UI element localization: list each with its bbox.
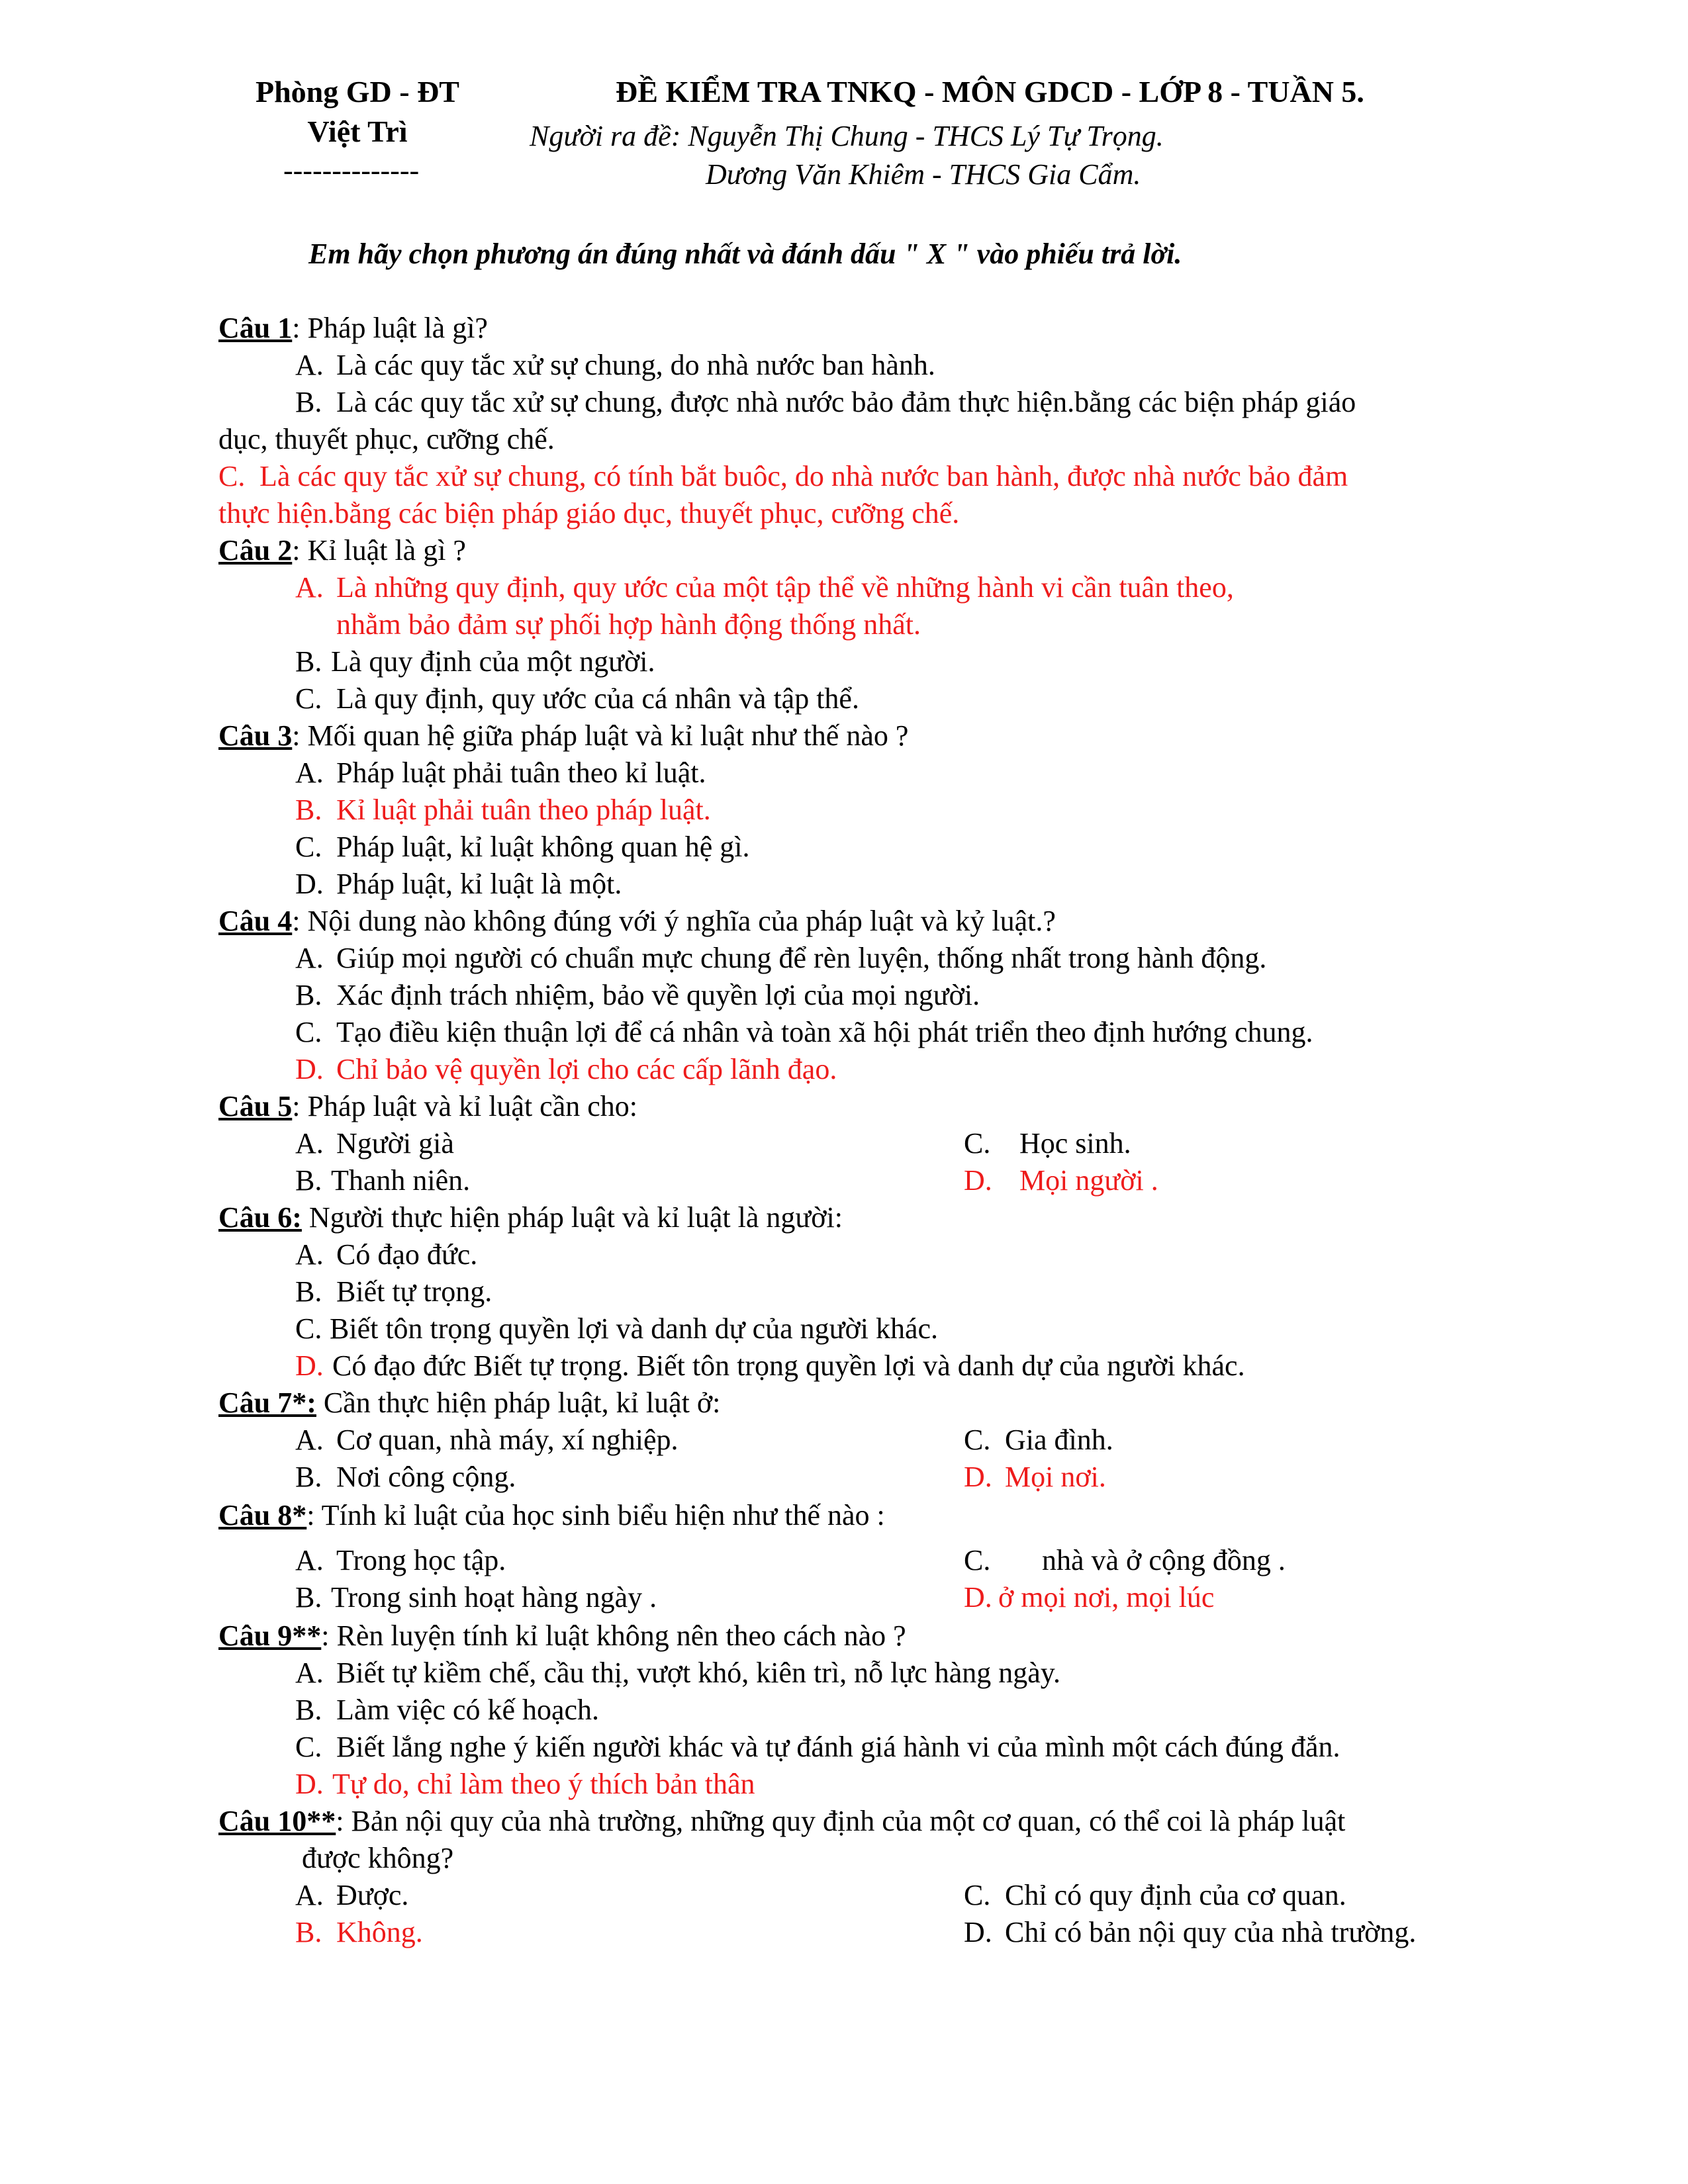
author-line-1: Người ra đề: Nguyễn Thị Chung - THCS Lý Tự Trọng. xyxy=(530,120,1164,152)
question-label: Câu 1 xyxy=(218,312,293,344)
q1-option-c-cont: thực hiện.bằng các biện pháp giáo dục, thuyết phục, cưỡng chế. xyxy=(218,497,960,529)
q7-option-b: B. Nơi công cộng. xyxy=(295,1461,516,1493)
q7-option-a: A. Cơ quan, nhà máy, xí nghiệp. xyxy=(295,1424,679,1456)
department-divider: -------------- xyxy=(283,154,420,187)
q4-option-a: A. Giúp mọi người có chuẩn mực chung để rèn luyện, thống nhất trong hành động. xyxy=(295,942,1267,974)
q4-option-c: C. Tạo điều kiện thuận lợi để cá nhân và toàn xã hội phát triển theo định hướng chung. xyxy=(295,1016,1313,1048)
q7-option-d-answer: D. Mọi nơi. xyxy=(964,1461,1106,1493)
q9-option-c: C. Biết lắng nghe ý kiến người khác và tự đánh giá hành vi của mình một cách đúng đắn. xyxy=(295,1731,1340,1763)
q3-option-a: A. Pháp luật phải tuân theo kỉ luật. xyxy=(295,756,706,789)
q6-option-a: A. Có đạo đức. xyxy=(295,1238,478,1271)
question-text: : Bản nội quy của nhà trường, những quy định của một cơ quan, có thể coi là pháp luật xyxy=(336,1805,1346,1837)
exam-title: ĐỀ KIỂM TRA TNKQ - MÔN GDCD - LỚP 8 - TUẦN 5. xyxy=(616,75,1364,109)
q2-option-c: C. Là quy định, quy ước của cá nhân và tập thể. xyxy=(295,682,859,715)
department-city: Việt Trì xyxy=(307,114,408,148)
q6-option-c: C. Biết tôn trọng quyền lợi và danh dự của người khác. xyxy=(295,1312,939,1345)
question-text: : Kỉ luật là gì ? xyxy=(292,534,466,567)
q8-option-c: C. nhà và ở cộng đồng . xyxy=(964,1544,1286,1576)
q9-option-a: A. Biết tự kiềm chế, cầu thị, vượt khó, kiên trì, nỗ lực hàng ngày. xyxy=(295,1657,1060,1689)
question-label: Câu 8* xyxy=(218,1499,307,1531)
q3-option-b-answer: B. Kỉ luật phải tuân theo pháp luật. xyxy=(295,794,711,826)
q10-option-c: C. Chỉ có quy định của cơ quan. xyxy=(964,1879,1346,1911)
question-10 xyxy=(218,1807,1345,1836)
q1-option-b: B. Là các quy tắc xử sự chung, được nhà nước bảo đảm thực hiện.bằng các biện pháp giáo xyxy=(295,386,1356,418)
q5-option-b: B. Thanh niên. xyxy=(295,1164,471,1197)
question-8 xyxy=(218,1501,885,1530)
q1-option-c-answer: C. Là các quy tắc xử sự chung, có tính bắt buôc, do nhà nước ban hành, được nhà nước bảo đảm xyxy=(218,460,1348,492)
question-1 xyxy=(218,314,488,343)
question-10-cont: được không? xyxy=(302,1842,454,1874)
question-2 xyxy=(218,536,466,565)
q3-option-d: D. Pháp luật, kỉ luật là một. xyxy=(295,868,622,900)
q9-option-d-answer: D. Tự do, chỉ làm theo ý thích bản thân xyxy=(295,1768,755,1800)
question-label: Câu 4 xyxy=(218,905,293,937)
q4-option-d-answer: D. Chỉ bảo vệ quyền lợi cho các cấp lãnh đạo. xyxy=(295,1053,837,1085)
q6-option-b: B. Biết tự trọng. xyxy=(295,1275,492,1308)
question-text: : Rèn luyện tính kỉ luật không nên theo cách nào ? xyxy=(321,1619,906,1652)
question-label: Câu 9** xyxy=(218,1619,322,1652)
q1-option-a: A. Là các quy tắc xử sự chung, do nhà nước ban hành. xyxy=(295,349,935,381)
question-label: Câu 2 xyxy=(218,534,293,567)
q1-option-b-cont: dục, thuyết phục, cưỡng chế. xyxy=(218,423,555,455)
question-label: Câu 10** xyxy=(218,1805,336,1837)
q2-option-a-cont: nhằm bảo đảm sự phối hợp hành động thống nhất. xyxy=(336,608,921,641)
q3-option-c: C. Pháp luật, kỉ luật không quan hệ gì. xyxy=(295,831,750,863)
question-5 xyxy=(218,1092,637,1121)
q9-option-b: B. Làm việc có kế hoạch. xyxy=(295,1694,600,1726)
question-text: : Nội dung nào không đúng với ý nghĩa của pháp luật và kỷ luật.? xyxy=(292,905,1056,937)
q10-option-b-answer: B. Không. xyxy=(295,1916,423,1948)
q10-option-a: A. Được. xyxy=(295,1879,409,1911)
question-4 xyxy=(218,907,1056,936)
q5-option-d-answer: D. Mọi người . xyxy=(964,1164,1158,1197)
q5-option-c: C. Học sinh. xyxy=(964,1127,1131,1160)
question-9 xyxy=(218,1621,906,1651)
q10-option-d: D. Chỉ có bản nội quy của nhà trường. xyxy=(964,1916,1417,1948)
q8-option-b: B. Trong sinh hoạt hàng ngày . xyxy=(295,1581,657,1614)
question-text: Người thực hiện pháp luật và kỉ luật là người: xyxy=(301,1201,843,1234)
question-text: : Pháp luật là gì? xyxy=(292,312,488,344)
question-label: Câu 5 xyxy=(218,1090,293,1122)
q5-option-a: A. Người già xyxy=(295,1127,454,1160)
q8-option-d-answer: D. ở mọi nơi, mọi lúc xyxy=(964,1581,1215,1614)
question-text: : Pháp luật và kỉ luật cần cho: xyxy=(292,1090,637,1122)
question-text: Cần thực hiện pháp luật, kỉ luật ở: xyxy=(316,1387,721,1419)
question-3 xyxy=(218,721,908,751)
author-line-2: Dương Văn Khiêm - THCS Gia Cẩm. xyxy=(706,158,1141,191)
department-name: Phòng GD - ĐT xyxy=(256,75,459,109)
question-label: Câu 3 xyxy=(218,719,293,752)
q7-option-c: C. Gia đình. xyxy=(964,1424,1113,1456)
q6-option-d-answer: D. Có đạo đức Biết tự trọng. Biết tôn trọng quyền lợi và danh dự của người khác. xyxy=(295,1349,1245,1382)
question-label: Câu 7*: xyxy=(218,1387,316,1419)
question-label: Câu 6: xyxy=(218,1201,302,1234)
q8-option-a: A. Trong học tập. xyxy=(295,1544,506,1576)
question-text: : Tính kỉ luật của học sinh biểu hiện như thế nào : xyxy=(306,1499,885,1531)
question-7 xyxy=(218,1388,720,1418)
q2-option-b: B. Là quy định của một người. xyxy=(295,645,655,678)
question-text: : Mối quan hệ giữa pháp luật và kỉ luật như thế nào ? xyxy=(292,719,909,752)
question-6 xyxy=(218,1203,843,1232)
q2-option-a-answer: A. Là những quy định, quy ước của một tập thể về những hành vi cần tuân theo, xyxy=(295,571,1234,604)
q4-option-b: B. Xác định trách nhiệm, bảo về quyền lợi của mọi người. xyxy=(295,979,980,1011)
instruction: Em hãy chọn phương án đúng nhất và đánh dấu " X " vào phiếu trả lời. xyxy=(308,238,1182,270)
